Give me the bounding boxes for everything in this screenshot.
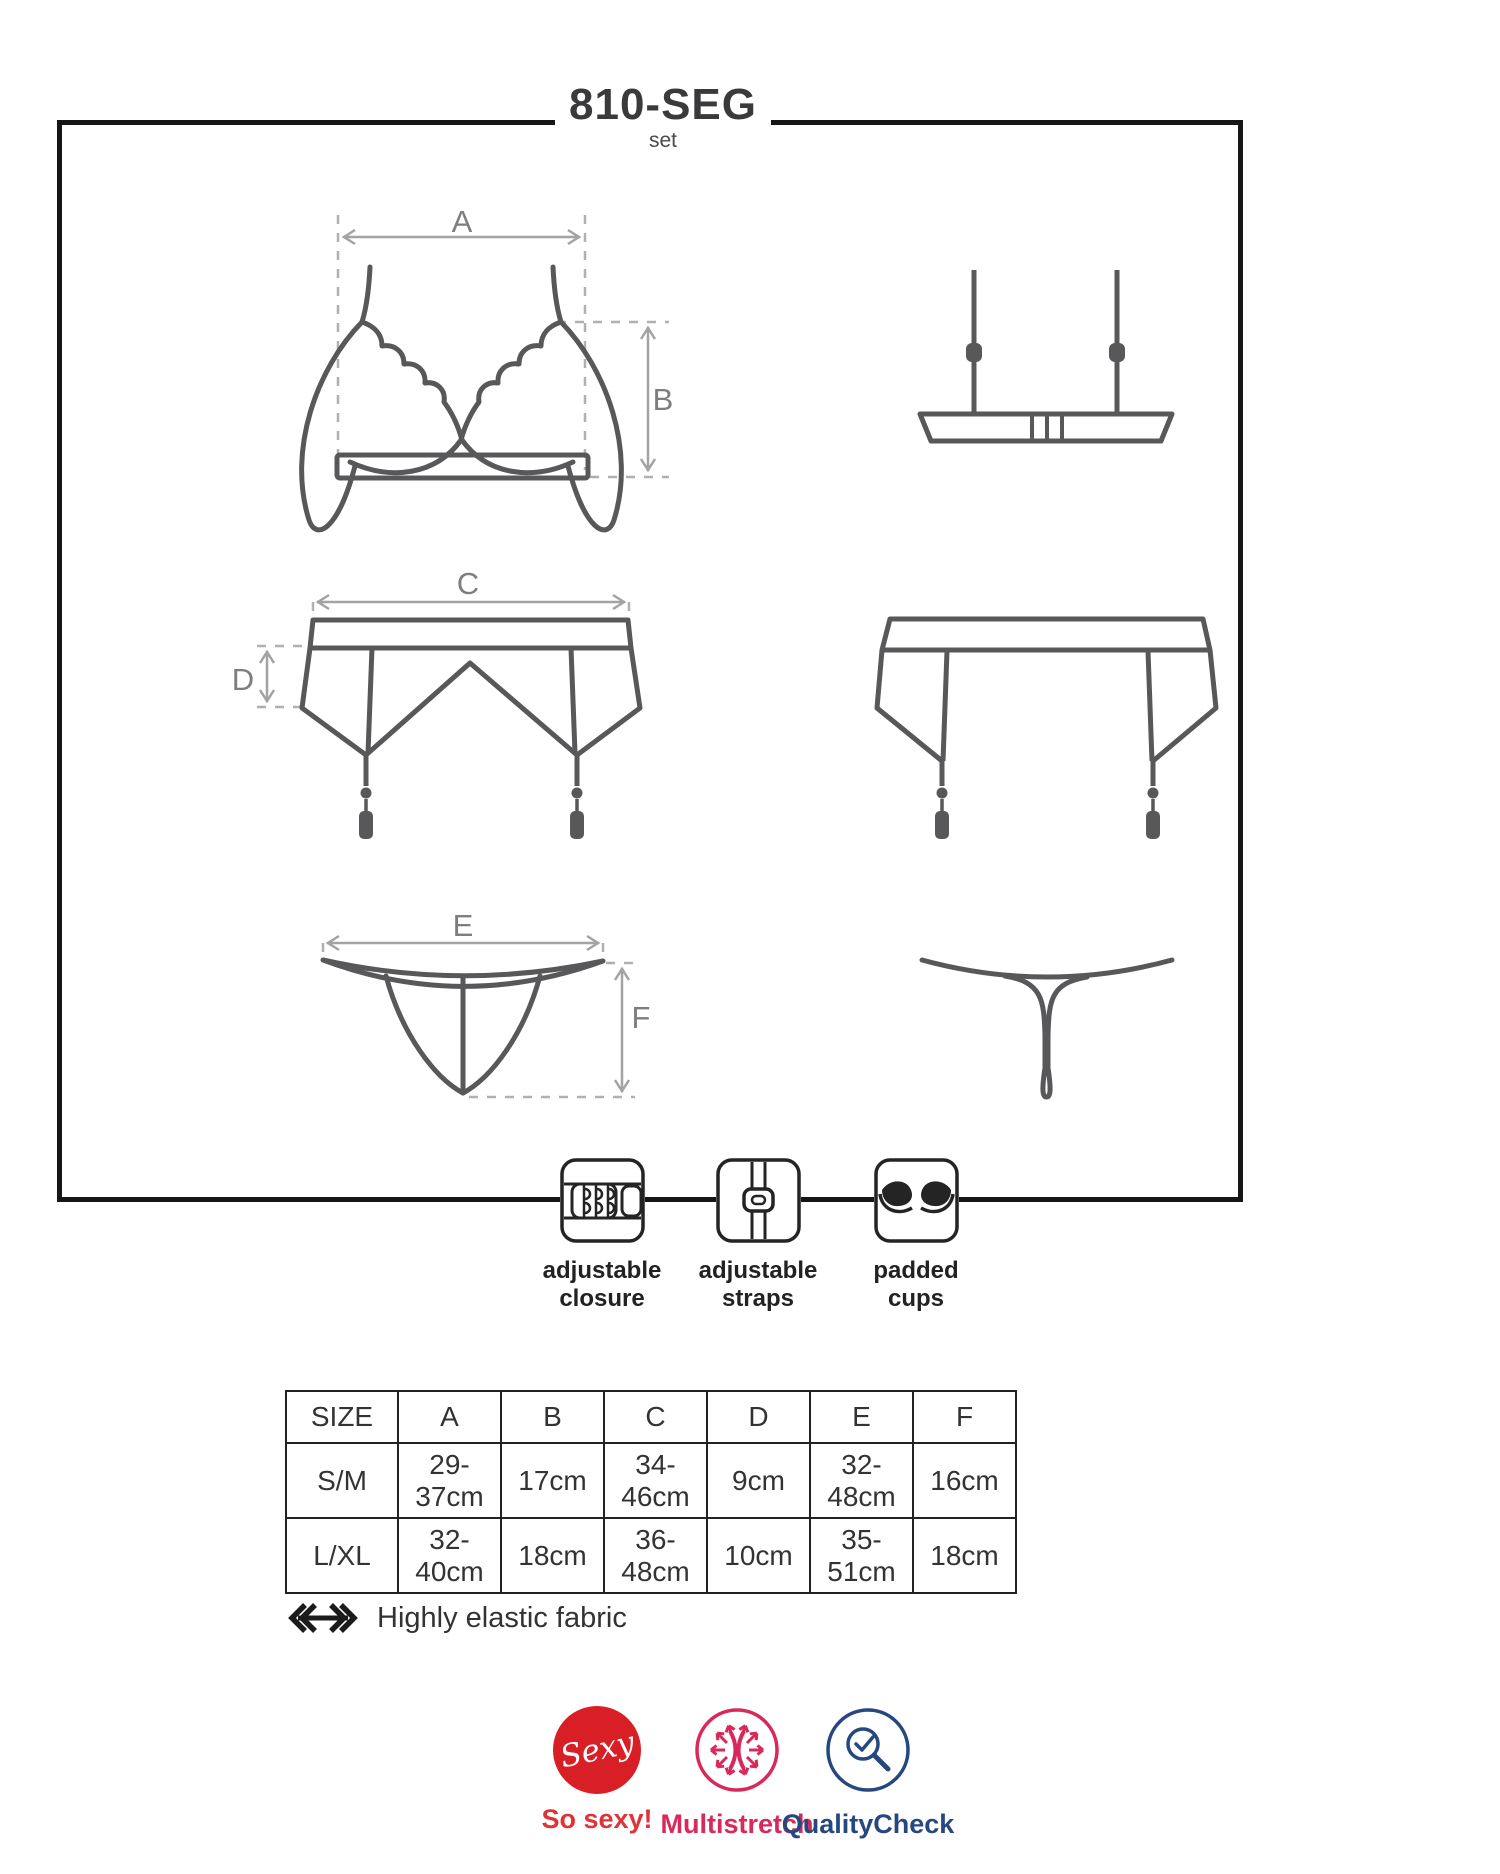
- cell-size: S/M: [286, 1443, 398, 1518]
- strap-slider-icon: [716, 1158, 801, 1243]
- bra-underband: [337, 455, 588, 478]
- bra-cup-right-outer: [561, 322, 621, 530]
- feature-label-line2: cups: [887, 1285, 944, 1312]
- header-cell-c: C: [604, 1391, 707, 1443]
- feature-label-line2: closure: [559, 1285, 645, 1312]
- garter-front-left-panel: [302, 648, 372, 755]
- header-cell-f: F: [913, 1391, 1016, 1443]
- bra-front-dimension-arrows: [343, 230, 655, 471]
- garter-front-band: [310, 620, 631, 648]
- cell-value: 32-40cm: [398, 1518, 501, 1593]
- bra-strap-right: [553, 267, 561, 322]
- bra-strap-left: [362, 267, 370, 322]
- cell-value: 17cm: [501, 1443, 604, 1518]
- strap-slider-left: [966, 343, 982, 362]
- thong-front-drawing: [323, 960, 603, 1093]
- garter-clip-right: [570, 811, 584, 839]
- feature-label-line2: straps: [721, 1285, 795, 1312]
- garter-front-drawing: [302, 620, 640, 839]
- sexy-logo-text: Sexy: [556, 1724, 638, 1776]
- badge-label: Multistretch: [660, 1809, 814, 1839]
- fabric-note: [285, 1600, 627, 1636]
- bra-back-closure-marks: [1032, 416, 1062, 439]
- thong-back-drawing: [922, 960, 1172, 1097]
- bra-cup-left-outer: [302, 322, 362, 530]
- product-subtitle: set: [648, 129, 677, 152]
- cell-value: 36-48cm: [604, 1518, 707, 1593]
- cell-value: 9cm: [707, 1443, 810, 1518]
- cell-value: 16cm: [913, 1443, 1016, 1518]
- size-table-row-lxl: [286, 1518, 1016, 1593]
- thong-back-string: [1005, 976, 1087, 1068]
- feature-label-line1: adjustable: [542, 1257, 662, 1284]
- garter-front-right-panel: [571, 648, 640, 755]
- header-cell-a: A: [398, 1391, 501, 1443]
- cell-value: 29-37cm: [398, 1443, 501, 1518]
- padded-cups-icon: [874, 1158, 959, 1243]
- thong-back-string-tip: [1043, 1068, 1050, 1097]
- cell-value: 10cm: [707, 1518, 810, 1593]
- dim-label-f: F: [631, 1000, 651, 1035]
- hook-eye-closure-icon: [560, 1158, 645, 1243]
- feature-label-line1: padded: [873, 1257, 959, 1284]
- thong-back-waistband: [922, 960, 1172, 977]
- cell-value: 34-46cm: [604, 1443, 707, 1518]
- sexy-logo-icon: [553, 1706, 641, 1794]
- bra-back-drawing: [920, 270, 1172, 441]
- product-code: 810-SEG: [569, 80, 757, 129]
- garter-back-clip-right: [1146, 811, 1160, 839]
- thong-front-dimension-arrows: [327, 936, 629, 1092]
- header-cell-b: B: [501, 1391, 604, 1443]
- feature-label-line1: adjustable: [698, 1257, 818, 1284]
- size-table-header-row: [286, 1391, 1016, 1443]
- garter-back-band: [882, 619, 1210, 650]
- cell-size: L/XL: [286, 1518, 398, 1593]
- strap-slider-right: [1109, 343, 1125, 362]
- cell-value: 35-51cm: [810, 1518, 913, 1593]
- garment-drawings: [57, 120, 1243, 1202]
- multistretch-icon: [693, 1706, 781, 1794]
- dim-label-b: B: [652, 382, 674, 417]
- header-cell-d: D: [707, 1391, 810, 1443]
- size-table-row-sm: [286, 1443, 1016, 1518]
- cell-value: 18cm: [913, 1518, 1016, 1593]
- garter-back-left-panel: [877, 650, 947, 761]
- feature-adjustable-straps: [668, 1158, 848, 1313]
- elastic-arrows-icon: [285, 1600, 361, 1636]
- badge-label: So sexy!: [541, 1804, 653, 1834]
- garter-clip-left: [359, 811, 373, 839]
- drawings-box: [57, 120, 1243, 1202]
- badge-quality-check: [773, 1706, 963, 1840]
- cell-value: 18cm: [501, 1518, 604, 1593]
- fabric-note-text: Highly elastic fabric: [377, 1601, 627, 1634]
- header-cell-size: SIZE: [286, 1391, 398, 1443]
- cell-value: 32-48cm: [810, 1443, 913, 1518]
- title-block: [555, 82, 771, 178]
- dim-label-e: E: [452, 908, 474, 943]
- feature-adjustable-closure: [512, 1158, 692, 1313]
- header-cell-e: E: [810, 1391, 913, 1443]
- dim-label-a: A: [451, 204, 473, 239]
- badge-label: QualityCheck: [781, 1809, 955, 1839]
- bra-front-drawing: [302, 267, 622, 530]
- feature-padded-cups: [826, 1158, 1006, 1313]
- size-table: [285, 1390, 1017, 1594]
- garter-front-middle-vee: [366, 663, 577, 755]
- garter-back-clip-left: [935, 811, 949, 839]
- dim-label-d: D: [231, 662, 255, 697]
- dim-label-c: C: [456, 566, 480, 601]
- garter-back-right-panel: [1148, 650, 1216, 761]
- garter-back-drawing: [877, 619, 1216, 839]
- quality-check-icon: [824, 1706, 912, 1794]
